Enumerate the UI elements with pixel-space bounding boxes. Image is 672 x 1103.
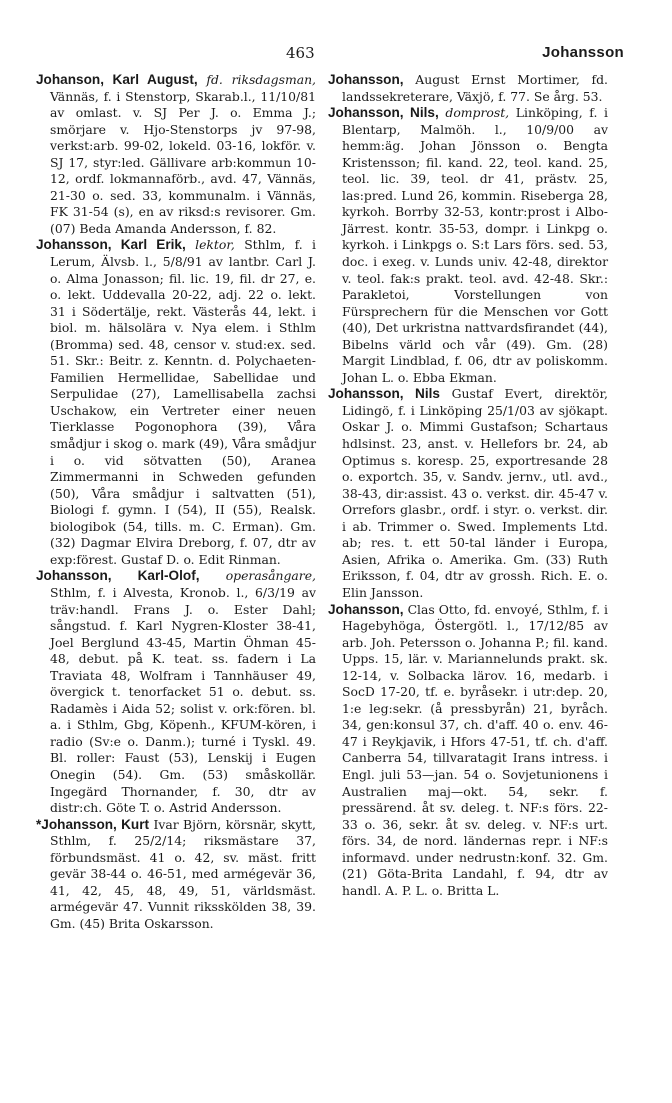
page-number: 463 <box>286 44 315 62</box>
entry-profession: lektor, <box>195 237 235 253</box>
entry-text: Vännäs, f. i Stenstorp, Skarab.l., 11/10/81 av omlast. v. SJ Per J. o. Emma J.; smörjare v. Hjo-Stenstorps jv 97-98, verkst:arb. 99-02, lokeld. 03-16, lokför. v. SJ 17, styr:led. Gällivare arb:kommun 10-12, ordf. lokmannaförb., avd. 47, Vännäs, 21-30 o. sed. 33, kommunalm. i Vännäs, FK 31-54 (s), en av riksd:s revisorer. Gm. (07) Beda Amanda Andersson, f. 82. <box>50 88 316 236</box>
entry-name: Johanson, Karl August, <box>36 72 198 87</box>
entry-profession: operasångare, <box>225 568 316 584</box>
entry-name: Johansson, Nils, <box>328 105 439 121</box>
entry-text: Ivar Björn, körsnär, skytt, Sthlm, f. 25/2/14; riksmästare 37, förbundsmäst. 41 o. 42, sv. mäst. fritt gevär 38-44 o. 46-51, med armégevär 36, 41, 42, 45, 48, 49, 51, världsmäst. armégevär 47. Vunnit riksskölden 38, 39. Gm. (45) Brita Oskarsson. <box>50 816 316 931</box>
entry-text: Clas Otto, fd. envoyé, Sthlm, f. i Hagebyhöga, Östergötl. l., 17/12/85 av arb. Joh. Petersson o. Johanna P.; fil. kand. Upps. 15, lär. v. Mariannelunds prakt. sk. 12-14, v. Solbacka lärov. 16, medarb. i SocD 17-20, tf. e. byråsekr. i utr:dep. 20, 1:e leg:sekr. (å pressbyrån) 21, byråch. 34, gen:konsul 37, ch. d'aff. 40 o. env. 46-47 i Reykjavik, i Hfors 47-51, tf. ch. d'aff. Canberra 54, tillvaratagit Irans intress. i Engl. juli 53—jan. 54 o. Sovjetunionens i Australien maj—okt. 54, sekr. f. pressärend. åt sv. deleg. t. NF:s förs. 22-33 o. 36, sekr. åt sv. deleg. v. NF:s urt. förs. 34, de nord. ländernas repr. i NF:s informavd. under nedrustn:konf. 32. Gm. (21) Göta-Brita Landahl, f. 94, dtr av handl. A. P. L. o. Britta L. <box>342 601 608 898</box>
entry-profession: domprost, <box>445 105 510 121</box>
entry <box>36 817 316 933</box>
entry-text: Sthlm, f. i Alvesta, Kronob. l., 6/3/19 av träv:handl. Frans J. o. Ester Dahl; sångstud. f. Karl Nygren-Kloster 38-41, Joel Berglund 43-45, Martin Öhman 45-48, debut. på K. teat. ss. fadern i La Traviata 48, Wolfram i Tannhäuser 49, övergick t. tenorfacket 51 o. debut. ss. Radamès i Aida 52; solist v. ork:fören. bl. a. i Sthlm, Gbg, Köpenh., KFUM-kören, i radio (Sv:e o. Danm.); turné i Tyskl. 49. Bl. roller: Faust (53), Lenskij i Eugen Onegin (54). Gm. (53) småskollär. Ingegärd Thornander, f. 30, dtr av distr:ch. Göte T. o. Astrid Andersson. <box>50 584 316 816</box>
entry-name: Johansson, Karl-Olof, <box>36 568 200 584</box>
entry-name: Johansson, Karl Erik, <box>36 237 186 253</box>
entry-name: *Johansson, Kurt <box>36 816 150 832</box>
entry-text: August Ernst Mortimer, fd. landssekreterare, Växjö, f. 77. Se årg. 53. <box>342 72 608 104</box>
entry <box>328 72 608 105</box>
entry <box>36 72 316 237</box>
entry <box>328 105 608 386</box>
entry-text: Linköping, f. i Blentarp, Malmöh. l., 10/9/00 av hemm:äg. Johan Jönsson o. Bengta Kristensson; fil. kand. 22, teol. kand. 25, teol. lic. 39, teol. dr 41, prästv. 25, las:pred. Lund 26, kommin. Riseberga 28, kyrkoh. Borrby 32-53, kontr:prost i Albo-Järrest. kontr. 35-53, dompr. i Linkpg o. kyrkoh. i Linkpgs o. S:t Lars förs. sed. 53, doc. i exeg. v. Lunds univ. 42-48, direktor v. teol. fak:s prakt. teol. avd. 42-48. Skr.: Parakletoi, Vorstellungen von Fürsprechern für die Menschen vor Gott (40), Det urkristna nattvardsfirandet (44), Bibelns värld och vår (49). Gm. (28) Margit Lindblad, f. 06, dtr av poliskomm. Johan L. o. Ebba Ekman. <box>342 105 608 385</box>
entry <box>328 602 608 900</box>
entry <box>36 237 316 568</box>
entry-name: Johansson, Nils <box>328 386 440 402</box>
entry <box>36 568 316 816</box>
right-column <box>328 72 608 899</box>
entry-profession: fd. riksdagsman, <box>206 72 316 87</box>
entry-name: Johansson, <box>328 72 404 87</box>
entry-text: Sthlm, f. i Lerum, Älvsb. l., 5/8/91 av lantbr. Carl J. o. Alma Jonasson; fil. lic. 19, fil. dr 27, e. o. lekt. Uddevalla 20-22, adj. 22 o. lekt. 31 i Södertälje, rekt. Västerås 44, lekt. i biol. m. hälsolära v. Nya elem. i Sthlm (Bromma) sed. 48, censor v. stud:ex. sed. 51. Skr.: Beitr. z. Kenntn. d. Polychaeten-Familien Hermellidae, Sabellidae und Serpulidae (27), Lamellisabella zachsi Uschakow, ein Vertreter einer neuen Tierklasse Pogonophora (39), Våra smådjur i skog o. mark (49), Våra smådjur i o. vid sötvatten (50), Aranea Zimmermanni in Schweden gefunden (50), Våra smådjur i saltvatten (51), Biologi f. gymn. I (54), II (55), Realsk. biologibok (54, tills. m. C. Erman). Gm. (32) Dagmar Elvira Dreborg, f. 07, dtr av exp:förest. Gustaf D. o. Edit Rinman. <box>50 237 316 567</box>
entry <box>328 386 608 601</box>
page-header <box>0 44 672 68</box>
entry-name: Johansson, <box>328 601 404 617</box>
entry-text: Gustaf Evert, direktör, Lidingö, f. i Linköping 25/1/03 av sjökapt. Oskar J. o. Mimmi Gustafson; Schartaus hdlsinst. 23, anst. v. Hellefors br. 24, ab Optimus s. koresp. 25, exportresande 28 o. exportch. 35, v. Sandv. jernv., utl. avd., 38-43, dir:assist. 43 o. verkst. dir. 45-47 v. Orrefors glasbr., ordf. i styr. o. verkst. dir. i ab. Trimmer o. Swed. Implements Ltd. ab; res. t. ett 50-tal länder i Europa, Asien, Afrika o. Amerika. Gm. (33) Ruth Eriksson, f. 04, dtr av grossh. Rich. E. o. Elin Jansson. <box>342 386 608 600</box>
left-column <box>36 72 316 932</box>
running-head: Johansson <box>542 44 624 61</box>
